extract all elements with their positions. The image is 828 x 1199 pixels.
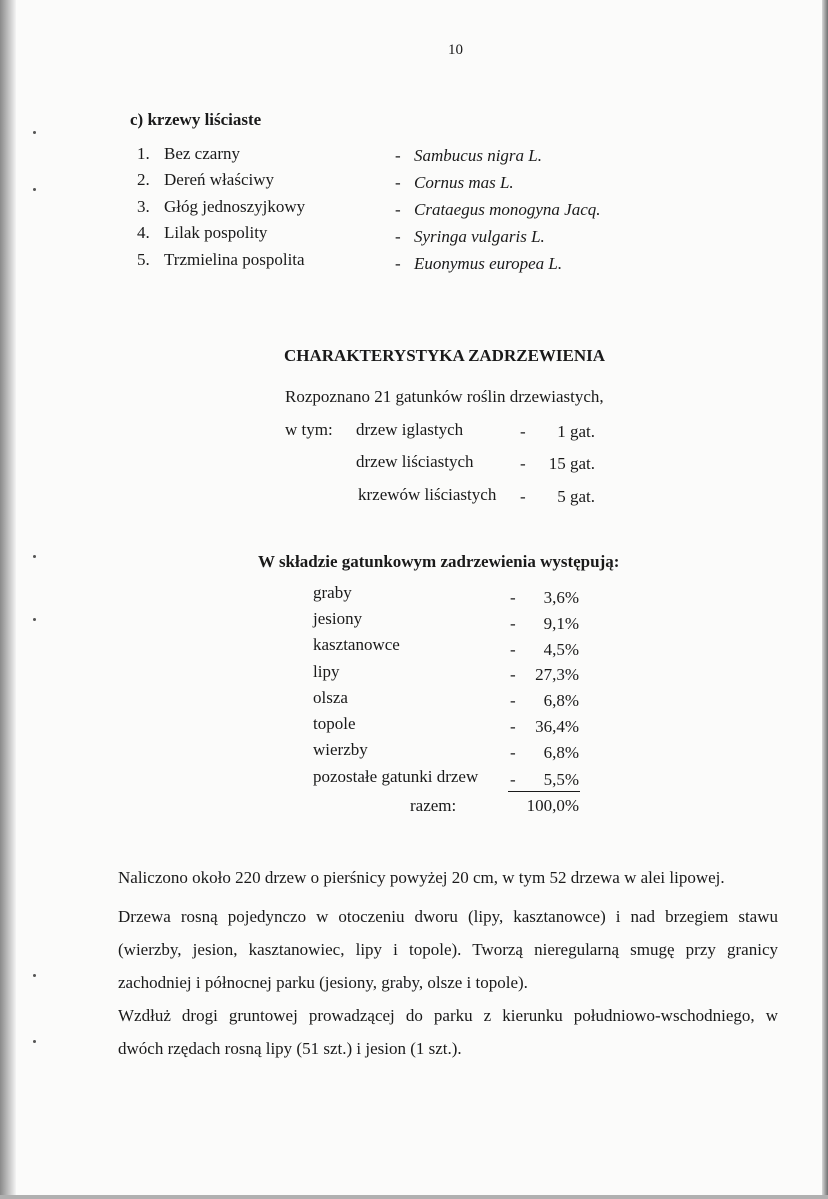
- group-dash: -: [520, 454, 526, 473]
- species-percent: 27,3%: [535, 665, 579, 684]
- item-latin-name: Crataegus monogyna Jacq.: [414, 200, 601, 219]
- row-dash: -: [510, 770, 516, 789]
- group-value: 15 gat.: [548, 454, 595, 473]
- row-dash: -: [510, 588, 516, 607]
- item-latin-name: Cornus mas L.: [414, 173, 514, 192]
- scan-edge-left: [0, 0, 16, 1199]
- item-number: 3.: [137, 197, 150, 216]
- scan-speck: [33, 188, 36, 191]
- species-name: olsza: [313, 688, 348, 707]
- item-dash: -: [395, 146, 401, 165]
- item-latin-name: Syringa vulgaris L.: [414, 227, 545, 246]
- paragraph-tree-count: Naliczono około 220 drzew o pierśnicy powyżej 20 cm, w tym 52 drzewa w alei lipowej.: [118, 868, 725, 887]
- species-percent: 3,6%: [543, 588, 579, 607]
- paragraph-line: (wierzby, jesion, kasztanowiec, lipy i topole). Tworzą nieregularną smugę przy granicy: [118, 940, 778, 959]
- group-value: 5 gat.: [557, 487, 595, 506]
- item-dash: -: [395, 200, 401, 219]
- species-percent: 36,4%: [535, 717, 579, 736]
- page-number: 10: [448, 42, 463, 58]
- scan-speck: [33, 131, 36, 134]
- species-percent: 6,8%: [543, 691, 579, 710]
- species-name: lipy: [313, 662, 340, 681]
- species-percent: 6,8%: [543, 743, 579, 762]
- item-name: Dereń właściwy: [164, 170, 274, 189]
- shrubs-heading: c) krzewy liściaste: [130, 110, 262, 129]
- characteristics-intro: Rozpoznano 21 gatunków roślin drzewiastych,: [285, 387, 604, 406]
- species-percent: 9,1%: [543, 614, 579, 633]
- item-dash: -: [395, 227, 401, 246]
- wtym-label: w tym:: [285, 420, 333, 439]
- item-number: 4.: [137, 223, 150, 242]
- scan-speck: [33, 555, 36, 558]
- scan-edge-right: [822, 0, 828, 1199]
- characteristics-heading: CHARAKTERYSTYKA ZADRZEWIENIA: [284, 346, 606, 365]
- species-name: wierzby: [313, 740, 368, 759]
- composition-heading: W składzie gatunkowym zadrzewienia występują:: [258, 552, 620, 571]
- sum-underline: [508, 791, 580, 792]
- row-dash: -: [510, 665, 516, 684]
- paragraph-line: Wzdłuż drogi gruntowej prowadzącej do parku z kierunku południowo-wschodniego, w: [118, 1006, 778, 1025]
- scan-speck: [33, 974, 36, 977]
- paragraph-line: Drzewa rosną pojedynczo w otoczeniu dworu (lipy, kasztanowce) i nad brzegiem stawu: [118, 907, 778, 926]
- species-name: pozostałe gatunki drzew: [313, 767, 479, 786]
- row-dash: -: [510, 717, 516, 736]
- paragraph-line: zachodniej i północnej parku (jesiony, graby, olsze i topole).: [118, 973, 528, 992]
- scan-speck: [33, 1040, 36, 1043]
- item-number: 1.: [137, 144, 150, 163]
- species-name: graby: [313, 583, 352, 602]
- species-name: jesiony: [313, 609, 363, 628]
- scan-speck: [33, 618, 36, 621]
- item-latin-name: Sambucus nigra L.: [414, 146, 542, 165]
- species-percent: 5,5%: [543, 770, 579, 789]
- item-dash: -: [395, 254, 401, 273]
- group-dash: -: [520, 422, 526, 441]
- total-label: razem:: [410, 796, 457, 815]
- item-name: Lilak pospolity: [164, 223, 268, 242]
- row-dash: -: [510, 691, 516, 710]
- item-number: 5.: [137, 250, 150, 269]
- total-value: 100,0%: [526, 796, 579, 815]
- item-number: 2.: [137, 170, 150, 189]
- item-name: Trzmielina pospolita: [164, 250, 305, 269]
- species-percent: 4,5%: [543, 640, 579, 659]
- row-dash: -: [510, 743, 516, 762]
- species-name: kasztanowce: [313, 635, 400, 654]
- item-name: Głóg jednoszyjkowy: [164, 197, 306, 216]
- group-label: drzew iglastych: [356, 420, 464, 439]
- group-label: krzewów liściastych: [358, 485, 497, 504]
- group-value: 1 gat.: [557, 422, 595, 441]
- scan-edge-bottom: [0, 1195, 828, 1199]
- row-dash: -: [510, 614, 516, 633]
- item-name: Bez czarny: [164, 144, 240, 163]
- paragraph-line: dwóch rzędach rosną lipy (51 szt.) i jesion (1 szt.).: [118, 1039, 462, 1058]
- item-latin-name: Euonymus europea L.: [414, 254, 563, 273]
- group-dash: -: [520, 487, 526, 506]
- item-dash: -: [395, 173, 401, 192]
- row-dash: -: [510, 640, 516, 659]
- species-name: topole: [313, 714, 356, 733]
- group-label: drzew liściastych: [356, 452, 474, 471]
